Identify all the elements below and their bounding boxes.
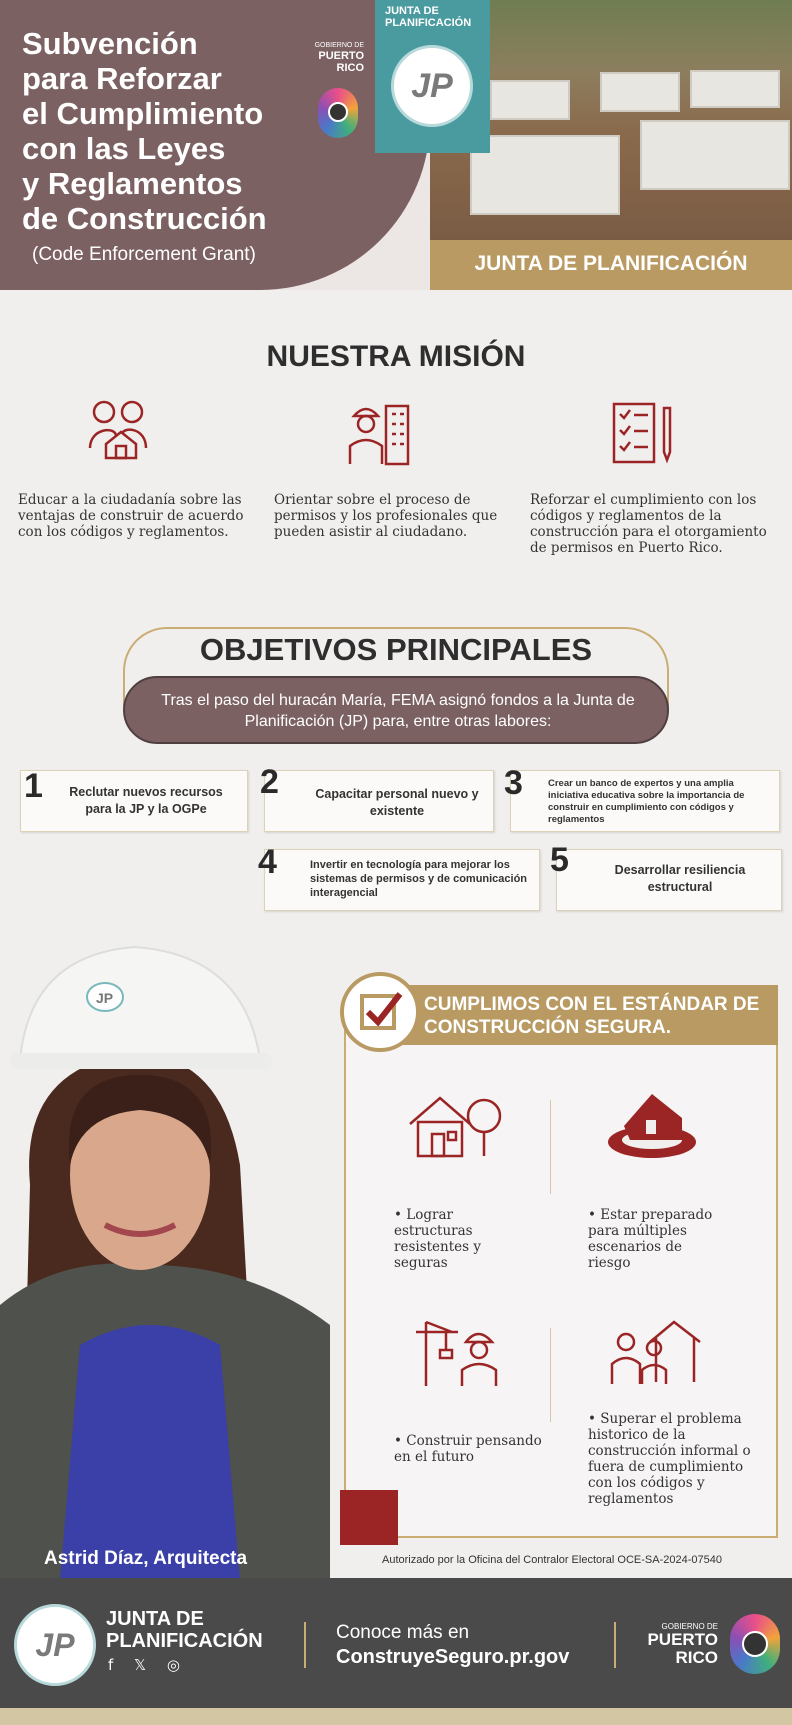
house-shape bbox=[690, 70, 780, 108]
estandar-text: • Lograr estructuras resistentes y seguras bbox=[394, 1207, 481, 1271]
house-tree-icon bbox=[404, 1084, 504, 1164]
objetivo-number: 1 bbox=[24, 767, 43, 805]
footer-conoce: Conoce más en bbox=[336, 1622, 470, 1643]
footer bbox=[0, 1578, 792, 1708]
estandar-title: CUMPLIMOS CON EL ESTÁNDAR DE CONSTRUCCIÓN SEGURA. bbox=[424, 994, 760, 1038]
footer-jp-logo-text: JP bbox=[35, 1626, 75, 1663]
title-line: de Construcción bbox=[22, 201, 267, 236]
title-line: con las Leyes bbox=[22, 131, 226, 166]
footer-puerto-rico-seal-icon bbox=[730, 1614, 780, 1674]
mision-text: Reforzar el cumplimiento con los códigos y reglamentos de la construcción para el otorgamiento de permisos en Puerto Rico. bbox=[530, 492, 767, 556]
footer-gobierno-label: GOBIERNO DE bbox=[661, 1622, 718, 1631]
objetivo-text: Invertir en tecnología para mejorar los sistemas de permisos y de comunicación interagencial bbox=[310, 859, 528, 899]
title-line: el Cumplimiento bbox=[22, 96, 264, 131]
objetivo-text: Capacitar personal nuevo y existente bbox=[315, 787, 479, 818]
house-risk-icon bbox=[602, 1084, 702, 1164]
footer-gobierno-name: RICO bbox=[675, 1648, 718, 1667]
house-shape bbox=[640, 120, 790, 190]
gobierno-logo bbox=[308, 42, 364, 74]
objetivo-number: 4 bbox=[258, 843, 277, 881]
footer-jp-name bbox=[106, 1608, 263, 1652]
engineer-building-icon bbox=[346, 398, 416, 468]
estandar-divider bbox=[550, 1328, 551, 1422]
page-subtitle: (Code Enforcement Grant) bbox=[32, 244, 256, 265]
house-shape bbox=[600, 72, 680, 112]
architect-caption: Astrid Díaz, Arquitecta bbox=[44, 1548, 248, 1569]
crane-worker-icon bbox=[412, 1312, 512, 1392]
house-shape bbox=[490, 80, 570, 120]
jp-box-label: JUNTA DE PLANIFICACIÓN bbox=[385, 5, 472, 29]
objetivo-number: 5 bbox=[550, 841, 569, 879]
objetivo-text: Crear un banco de expertos y una amplia iniciativa educativa sobre la importancia de construir en cumplimiento con códigos y reglamentos bbox=[548, 778, 745, 825]
objetivos-title: OBJETIVOS PRINCIPALES bbox=[199, 632, 593, 667]
objetivos-intro: Tras el paso del huracán María, FEMA asignó fondos a la Junta de Planificación (JP) para, entre otras labores: bbox=[161, 692, 635, 730]
red-accent bbox=[340, 1490, 398, 1545]
mision-text: Orientar sobre el proceso de permisos y los profesionales que pueden asistir al ciudadano. bbox=[274, 492, 498, 540]
footer-separator bbox=[614, 1622, 616, 1668]
authorization-note: Autorizado por la Oficina del Contralor Electoral OCE-SA-2024-07540 bbox=[382, 1554, 722, 1566]
gobierno-label: GOBIERNO DE bbox=[314, 42, 364, 49]
title-line: Subvención bbox=[22, 26, 198, 61]
footer-jp-logo-icon bbox=[14, 1604, 96, 1686]
jp-logo-box bbox=[375, 0, 490, 153]
footer-url-link[interactable]: ConstruyeSeguro.pr.gov bbox=[336, 1646, 570, 1668]
estandar-text: • Construir pensando en el futuro bbox=[394, 1433, 542, 1465]
mision-title: NUESTRA MISIÓN bbox=[266, 340, 526, 373]
architect-illustration bbox=[0, 925, 340, 1580]
helmet-logo-text: JP bbox=[96, 990, 114, 1006]
estandar-text: • Superar el problema historico de la construcción informal o fuera de cumplimiento con los códigos y reglamentos bbox=[588, 1411, 751, 1507]
footer-gobierno-logo bbox=[630, 1622, 718, 1667]
family-home-icon bbox=[86, 398, 156, 468]
header bbox=[0, 0, 792, 290]
objetivo-number: 2 bbox=[260, 763, 279, 801]
footer-jp-line: JUNTA DE bbox=[106, 1608, 204, 1630]
jp-logo-icon bbox=[391, 45, 473, 127]
family-house-icon bbox=[606, 1312, 706, 1392]
title-line: y Reglamentos bbox=[22, 166, 243, 201]
mision-text: Educar a la ciudadanía sobre las ventajas de construir de acuerdo con los códigos y reglamentos. bbox=[18, 492, 244, 540]
house-shape bbox=[470, 135, 620, 215]
objetivos-intro-pill bbox=[123, 676, 669, 744]
checkmark-icon bbox=[340, 972, 420, 1052]
estandar-text: • Estar preparado para múltiples escenarios de riesgo bbox=[588, 1207, 713, 1271]
objetivo-number: 3 bbox=[504, 764, 523, 802]
gobierno-name: RICO bbox=[336, 62, 364, 74]
puerto-rico-seal-icon bbox=[318, 88, 358, 138]
architect-photo bbox=[0, 925, 340, 1580]
header-band-text: JUNTA DE PLANIFICACIÓN bbox=[474, 252, 748, 275]
estandar-band bbox=[394, 985, 778, 1045]
objetivo-text: Reclutar nuevos recursos para la JP y la OGPe bbox=[69, 785, 223, 816]
footer-strip bbox=[0, 1708, 792, 1725]
checkmark-svg bbox=[352, 984, 408, 1040]
jp-logo-text: JP bbox=[411, 66, 453, 105]
objetivo-text: Desarrollar resiliencia estructural bbox=[614, 863, 746, 894]
gobierno-name: PUERTO bbox=[318, 50, 364, 62]
title-line: para Reforzar bbox=[22, 61, 222, 96]
estandar-divider bbox=[550, 1100, 551, 1194]
footer-gobierno-name: PUERTO bbox=[647, 1630, 718, 1649]
checklist-icon bbox=[608, 398, 678, 468]
social-icons[interactable]: f 𝕏 ◎ bbox=[108, 1656, 188, 1674]
footer-separator bbox=[304, 1622, 306, 1668]
footer-jp-line: PLANIFICACIÓN bbox=[106, 1630, 263, 1652]
header-band bbox=[430, 240, 792, 290]
